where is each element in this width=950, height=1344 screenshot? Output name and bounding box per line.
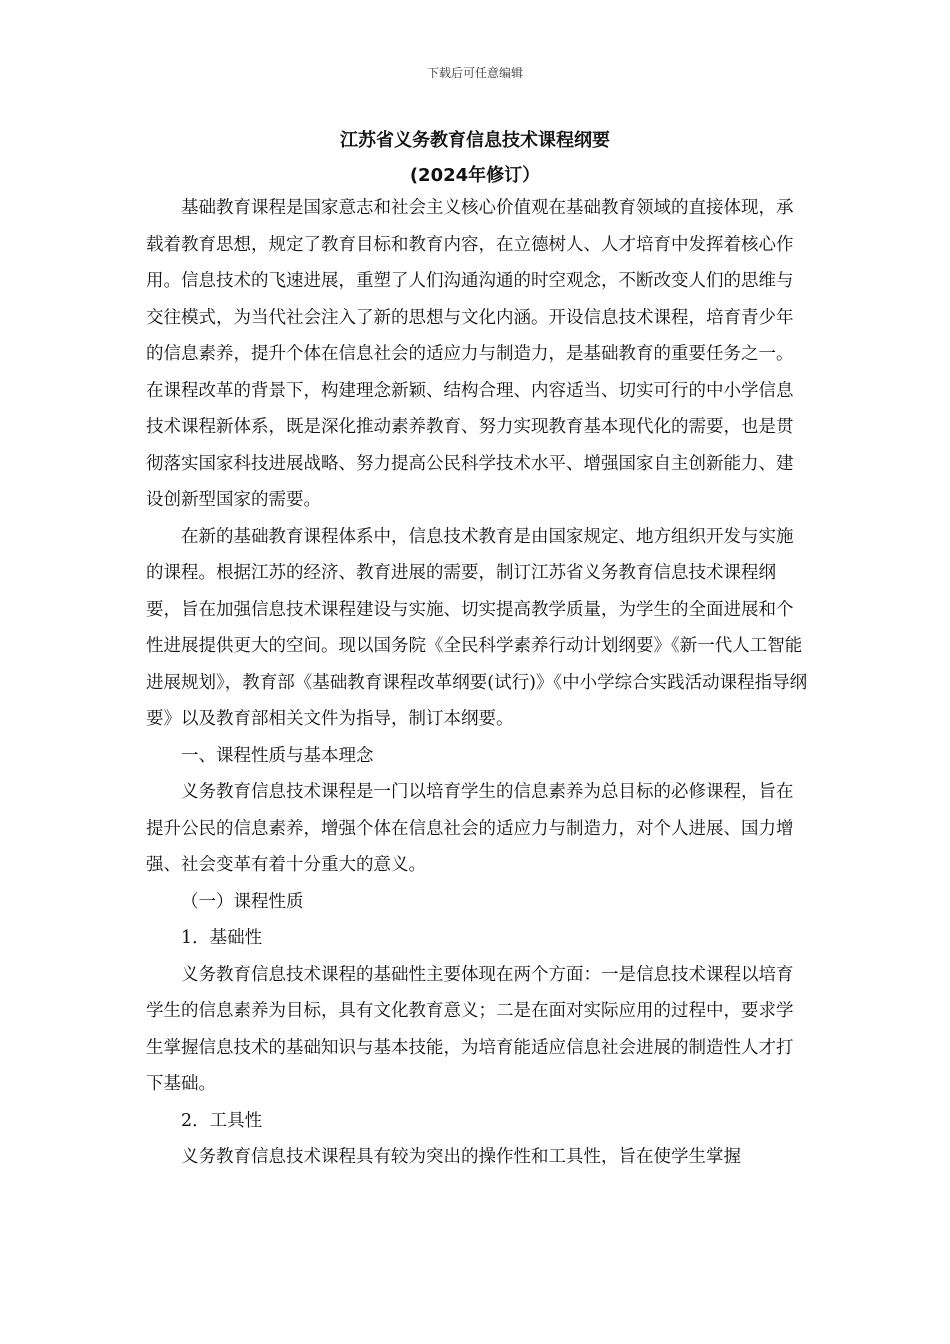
paragraph-item-1: 义务教育信息技术课程的基础性主要体现在两个方面：一是信息技术课程以培育学生的信息素养为目标，具有文化教育意义；二是在面对实际应用的过程中，要求学生掌握信息技术的基础知识与基本技能，为培育能适应信息社会进展的制造性人才打下基础。	[146, 964, 794, 1094]
paragraph-intro-2: 在新的基础教育课程体系中，信息技术教育是由国家规定、地方组织开发与实施的课程。根据江苏的经济、教育进展的需要，制订江苏省义务教育信息技术课程纲要，旨在加强信息技术课程建设与实施、切实提高教学质量，为学生的全面进展和个性进展提供更大的空间。现以国务院《全民科学素养行动计划纲要》《新一代人工智能进展规划》，教育部《基础教育课程改革纲要(试行)》《中小学综合实践活动课程指导纲要》以及教育部相关文件为指导，制订本纲要。	[146, 526, 808, 729]
paragraph-item-2: 义务教育信息技术课程具有较为突出的操作性和工具性，旨在使学生掌握	[181, 1147, 741, 1167]
item-heading-2: 2．工具性	[181, 1110, 263, 1131]
document-title: 江苏省义务教育信息技术课程纲要	[340, 130, 610, 151]
subsection-heading-1: （一）课程性质	[181, 891, 304, 912]
document-body	[146, 190, 808, 1176]
document-subtitle: (2024年修订）	[409, 165, 541, 186]
header-note: 下载后可任意编辑	[426, 66, 523, 80]
paragraph-section-1: 义务教育信息技术课程是一门以培育学生的信息素养为总目标的必修课程，旨在提升公民的信息素养，增强个体在信息社会的适应力与制造力，对个人进展、国力增强、社会变革有着十分重大的意义。	[146, 782, 794, 875]
paragraph-intro-1: 基础教育课程是国家意志和社会主义核心价值观在基础教育领域的直接体现，承载着教育思想，规定了教育目标和教育内容，在立德树人、人才培育中发挥着核心作用。信息技术的飞速进展，重塑了人们沟通沟通的时空观念，不断改变人们的思维与交往模式，为当代社会注入了新的思想与文化内涵。开设信息技术课程，培育青少年的信息素养，提升个体在信息社会的适应力与制造力，是基础教育的重要任务之一。在课程改革的背景下，构建理念新颖、结构合理、内容适当、切实可行的中小学信息技术课程新体系，既是深化推动素养教育、努力实现教育基本现代化的需要，也是贯彻落实国家科技进展战略、努力提高公民科学技术水平、增强国家自主创新能力、建设创新型国家的需要。	[146, 198, 794, 510]
item-heading-1: 1．基础性	[181, 928, 263, 948]
section-heading-1: 一、课程性质与基本理念	[181, 745, 374, 766]
